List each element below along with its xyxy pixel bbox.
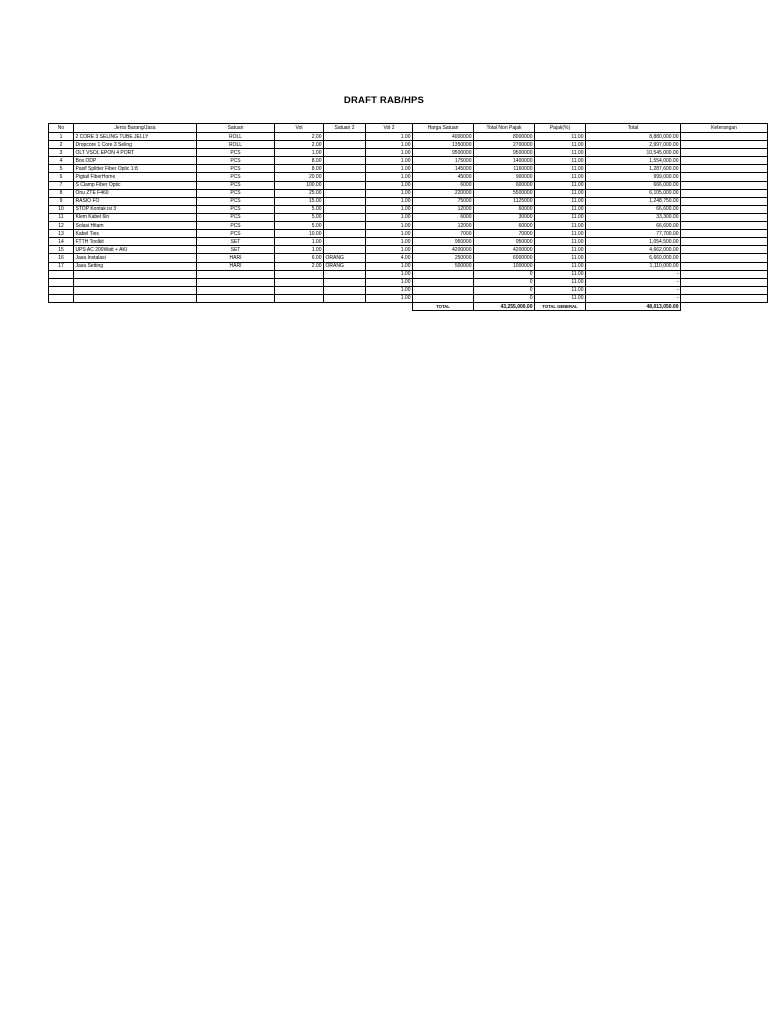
row-satuan-2: ORANG [324, 262, 366, 270]
row-vol [275, 270, 324, 278]
row-harga-satuan: 6000 [413, 181, 474, 189]
row-vol: 20.00 [275, 173, 324, 181]
row-item: Onu ZTE F460 [74, 189, 197, 197]
row-total: 1,248,750.00 [586, 197, 681, 205]
row-vol: 1.00 [275, 149, 324, 157]
row-vol-2: 1.00 [366, 141, 413, 149]
row-satuan-2 [324, 205, 366, 213]
row-vol-2: 1.00 [366, 222, 413, 230]
row-total-non-pajak: 1125000 [474, 197, 535, 205]
row-total: 6,660,000.00 [586, 254, 681, 262]
row-total: - [586, 270, 681, 278]
row-total: 66,600.00 [586, 222, 681, 230]
row-total-non-pajak: 1160000 [474, 165, 535, 173]
row-total: 1,287,600.00 [586, 165, 681, 173]
row-total-non-pajak: 0 [474, 278, 535, 286]
row-vol: 10.00 [275, 230, 324, 238]
row-satuan: PCS [197, 149, 275, 157]
row-keterangan [681, 254, 768, 262]
row-pajak: 11.00 [535, 149, 586, 157]
header-total-non-pajak: Total Non Pajak [474, 124, 535, 133]
row-satuan-2 [324, 157, 366, 165]
row-no [49, 270, 74, 278]
row-total-non-pajak: 2700000 [474, 141, 535, 149]
row-pajak: 11.00 [535, 262, 586, 270]
row-no: 9 [49, 197, 74, 205]
table-row [49, 133, 768, 141]
row-vol-2: 1.00 [366, 181, 413, 189]
table-row [49, 262, 768, 270]
row-harga-satuan: 145000 [413, 165, 474, 173]
row-keterangan [681, 270, 768, 278]
row-keterangan [681, 181, 768, 189]
row-total: 2,997,000.00 [586, 141, 681, 149]
footer-empty-4 [275, 302, 324, 310]
row-satuan-2: ORANG [324, 254, 366, 262]
row-keterangan [681, 189, 768, 197]
row-no: 10 [49, 205, 74, 213]
row-keterangan [681, 173, 768, 181]
row-pajak: 11.00 [535, 286, 586, 294]
row-total-non-pajak: 600000 [474, 181, 535, 189]
header-harga-satuan: Harga Satuan [413, 124, 474, 133]
row-vol-2: 1.00 [366, 246, 413, 254]
row-total-non-pajak: 950000 [474, 238, 535, 246]
row-pajak: 11.00 [535, 246, 586, 254]
row-pajak: 11.00 [535, 230, 586, 238]
row-no: 5 [49, 165, 74, 173]
row-vol [275, 294, 324, 302]
row-vol: 2.00 [275, 133, 324, 141]
row-vol: 100.00 [275, 181, 324, 189]
row-vol-2: 4.00 [366, 254, 413, 262]
row-vol-2: 1.00 [366, 189, 413, 197]
row-satuan-2 [324, 149, 366, 157]
table-row [49, 254, 768, 262]
row-item: Jasa Setting [74, 262, 197, 270]
table-footer-row [49, 302, 768, 310]
row-satuan: PCS [197, 157, 275, 165]
row-satuan-2 [324, 213, 366, 221]
row-pajak: 11.00 [535, 254, 586, 262]
row-vol-2: 1.00 [366, 270, 413, 278]
row-pajak: 11.00 [535, 181, 586, 189]
row-keterangan [681, 133, 768, 141]
table-row [49, 222, 768, 230]
row-vol-2: 1.00 [366, 197, 413, 205]
row-pajak: 11.00 [535, 189, 586, 197]
table-row [49, 246, 768, 254]
row-harga-satuan: 45000 [413, 173, 474, 181]
row-vol: 8.00 [275, 165, 324, 173]
table-row [49, 141, 768, 149]
footer-empty-1 [49, 302, 74, 310]
table-row [49, 230, 768, 238]
row-pajak: 11.00 [535, 173, 586, 181]
row-keterangan [681, 213, 768, 221]
row-no [49, 294, 74, 302]
row-no: 17 [49, 262, 74, 270]
header-satuan: Satuan [197, 124, 275, 133]
row-total: 66,600.00 [586, 205, 681, 213]
row-item [74, 286, 197, 294]
row-harga-satuan: 6000 [413, 213, 474, 221]
row-keterangan [681, 246, 768, 254]
row-satuan: PCS [197, 197, 275, 205]
footer-empty-3 [197, 302, 275, 310]
row-total: 1,554,000.00 [586, 157, 681, 165]
row-pajak: 11.00 [535, 157, 586, 165]
row-item [74, 278, 197, 286]
row-satuan: PCS [197, 181, 275, 189]
header-satuan-2: Satuan 2 [324, 124, 366, 133]
row-no [49, 278, 74, 286]
row-no: 4 [49, 157, 74, 165]
table-header-row [49, 124, 768, 133]
row-item: Pasif Splitter Fiber Optic 1:8 [74, 165, 197, 173]
row-item: OLT VSOL EPON 4 PORT [74, 149, 197, 157]
row-pajak: 11.00 [535, 222, 586, 230]
row-satuan: SET [197, 238, 275, 246]
row-satuan-2 [324, 133, 366, 141]
table-row [49, 294, 768, 302]
rab-table [48, 123, 768, 311]
row-keterangan [681, 149, 768, 157]
row-harga-satuan: 7000 [413, 230, 474, 238]
row-vol-2: 1.00 [366, 205, 413, 213]
row-satuan [197, 286, 275, 294]
row-pajak: 11.00 [535, 270, 586, 278]
header-no: No [49, 124, 74, 133]
row-item: UPS AC 200Watt + AKI [74, 246, 197, 254]
row-vol: 25.00 [275, 189, 324, 197]
row-total-non-pajak: 70000 [474, 230, 535, 238]
row-vol: 5.00 [275, 213, 324, 221]
row-total: 10,545,000.00 [586, 149, 681, 157]
row-vol: 5.00 [275, 205, 324, 213]
footer-total-value: 43,255,000.00 [474, 302, 535, 310]
rab-table-body [49, 124, 768, 311]
row-satuan-2 [324, 222, 366, 230]
table-row [49, 278, 768, 286]
row-harga-satuan: 500000 [413, 262, 474, 270]
row-satuan: PCS [197, 165, 275, 173]
row-vol-2: 1.00 [366, 230, 413, 238]
row-total: 999,000.00 [586, 173, 681, 181]
row-harga-satuan: 220000 [413, 189, 474, 197]
row-total: 8,880,000.00 [586, 133, 681, 141]
row-keterangan [681, 141, 768, 149]
row-vol: 2.00 [275, 262, 324, 270]
row-harga-satuan: 12000 [413, 205, 474, 213]
row-harga-satuan: 4000000 [413, 133, 474, 141]
row-total: 1,054,500.00 [586, 238, 681, 246]
row-satuan: PCS [197, 230, 275, 238]
row-keterangan [681, 294, 768, 302]
row-vol: 5.00 [275, 222, 324, 230]
table-row [49, 157, 768, 165]
header-vol-2: Vol 2 [366, 124, 413, 133]
header-pajak: Pajak(%) [535, 124, 586, 133]
row-vol-2: 1.00 [366, 286, 413, 294]
row-satuan-2 [324, 181, 366, 189]
row-total: 77,700.00 [586, 230, 681, 238]
row-vol-2: 1.00 [366, 213, 413, 221]
row-vol: 1.00 [275, 246, 324, 254]
row-keterangan [681, 230, 768, 238]
row-vol-2: 1.00 [366, 294, 413, 302]
row-total-non-pajak: 4200000 [474, 246, 535, 254]
row-total-non-pajak: 0 [474, 294, 535, 302]
row-satuan-2 [324, 230, 366, 238]
row-total-non-pajak: 60000 [474, 222, 535, 230]
row-total-non-pajak: 30000 [474, 213, 535, 221]
footer-empty-6 [366, 302, 413, 310]
footer-empty-2 [74, 302, 197, 310]
row-item: Solasi Hitam [74, 222, 197, 230]
row-no [49, 286, 74, 294]
row-total-non-pajak: 6000000 [474, 254, 535, 262]
table-row [49, 181, 768, 189]
row-total: 33,300.00 [586, 213, 681, 221]
row-satuan [197, 278, 275, 286]
row-total-non-pajak: 60000 [474, 205, 535, 213]
row-pajak: 11.00 [535, 197, 586, 205]
row-total: 4,662,000.00 [586, 246, 681, 254]
row-total: 6,105,000.00 [586, 189, 681, 197]
row-item: Dropcore 1 Core 3 Seling [74, 141, 197, 149]
row-satuan-2 [324, 294, 366, 302]
row-vol-2: 1.00 [366, 262, 413, 270]
row-item: Pigtail FiberHome [74, 173, 197, 181]
row-harga-satuan: 950000 [413, 238, 474, 246]
row-vol [275, 278, 324, 286]
row-harga-satuan [413, 286, 474, 294]
row-satuan: PCS [197, 213, 275, 221]
row-satuan [197, 270, 275, 278]
row-keterangan [681, 238, 768, 246]
row-item: RASIO FO [74, 197, 197, 205]
row-satuan-2 [324, 197, 366, 205]
table-row [49, 165, 768, 173]
row-harga-satuan: 175000 [413, 157, 474, 165]
row-total-non-pajak: 9500000 [474, 149, 535, 157]
row-total: 666,000.00 [586, 181, 681, 189]
row-harga-satuan [413, 270, 474, 278]
row-vol-2: 1.00 [366, 165, 413, 173]
row-harga-satuan: 12000 [413, 222, 474, 230]
row-total: - [586, 294, 681, 302]
row-item: Box ODP [74, 157, 197, 165]
row-pajak: 11.00 [535, 141, 586, 149]
row-satuan-2 [324, 270, 366, 278]
footer-total-label: TOTAL [413, 302, 474, 310]
row-vol: 6.00 [275, 254, 324, 262]
row-satuan-2 [324, 141, 366, 149]
table-row [49, 238, 768, 246]
row-total-non-pajak: 8000000 [474, 133, 535, 141]
row-total: - [586, 286, 681, 294]
row-total-non-pajak: 1000000 [474, 262, 535, 270]
row-harga-satuan [413, 294, 474, 302]
footer-total-general-value: 48,013,050.00 [586, 302, 681, 310]
row-satuan [197, 294, 275, 302]
row-no: 3 [49, 149, 74, 157]
row-satuan-2 [324, 246, 366, 254]
row-total: - [586, 278, 681, 286]
row-vol-2: 1.00 [366, 238, 413, 246]
row-total-non-pajak: 0 [474, 270, 535, 278]
row-satuan-2 [324, 278, 366, 286]
row-satuan: ROLL [197, 141, 275, 149]
row-keterangan [681, 286, 768, 294]
row-no: 6 [49, 173, 74, 181]
row-satuan: HARI [197, 262, 275, 270]
row-no: 16 [49, 254, 74, 262]
row-pajak: 11.00 [535, 238, 586, 246]
row-keterangan [681, 165, 768, 173]
footer-empty-5 [324, 302, 366, 310]
table-row [49, 205, 768, 213]
table-row [49, 189, 768, 197]
row-satuan-2 [324, 286, 366, 294]
row-total: 1,110,000.00 [586, 262, 681, 270]
table-row [49, 270, 768, 278]
footer-total-general-label: TOTAL GENERAL [535, 302, 586, 310]
table-row [49, 149, 768, 157]
row-item: Jasa Instalasi [74, 254, 197, 262]
row-satuan-2 [324, 189, 366, 197]
row-satuan: PCS [197, 222, 275, 230]
table-row [49, 286, 768, 294]
row-satuan: PCS [197, 189, 275, 197]
row-harga-satuan: 1350000 [413, 141, 474, 149]
row-keterangan [681, 222, 768, 230]
row-vol: 8.00 [275, 157, 324, 165]
table-row [49, 173, 768, 181]
row-total-non-pajak: 0 [474, 286, 535, 294]
row-total-non-pajak: 5500000 [474, 189, 535, 197]
header-vol: Vol [275, 124, 324, 133]
row-keterangan [681, 262, 768, 270]
row-vol: 15.00 [275, 197, 324, 205]
row-harga-satuan: 75000 [413, 197, 474, 205]
row-vol-2: 1.00 [366, 173, 413, 181]
row-pajak: 11.00 [535, 213, 586, 221]
row-harga-satuan: 250000 [413, 254, 474, 262]
row-pajak: 11.00 [535, 278, 586, 286]
row-vol-2: 1.00 [366, 133, 413, 141]
row-item [74, 294, 197, 302]
row-vol-2: 1.00 [366, 278, 413, 286]
row-vol: 2.00 [275, 141, 324, 149]
row-pajak: 11.00 [535, 165, 586, 173]
row-satuan: HARI [197, 254, 275, 262]
row-item: 2 CORE 3 SELING TUBE JELLY [74, 133, 197, 141]
row-satuan-2 [324, 165, 366, 173]
row-item: FTTH Toolkit [74, 238, 197, 246]
row-no: 14 [49, 238, 74, 246]
row-item: Kabel Ties [74, 230, 197, 238]
row-vol-2: 1.00 [366, 157, 413, 165]
row-no: 15 [49, 246, 74, 254]
row-vol: 1.00 [275, 238, 324, 246]
row-pajak: 11.00 [535, 133, 586, 141]
row-satuan-2 [324, 173, 366, 181]
row-pajak: 11.00 [535, 205, 586, 213]
row-satuan: SET [197, 246, 275, 254]
row-satuan: ROLL [197, 133, 275, 141]
row-item: Klem Kabel 6in [74, 213, 197, 221]
row-no: 8 [49, 189, 74, 197]
row-keterangan [681, 197, 768, 205]
row-harga-satuan: 4200000 [413, 246, 474, 254]
row-vol [275, 286, 324, 294]
row-pajak: 11.00 [535, 294, 586, 302]
row-total-non-pajak: 900000 [474, 173, 535, 181]
table-row [49, 213, 768, 221]
row-total-non-pajak: 1400000 [474, 157, 535, 165]
row-keterangan [681, 278, 768, 286]
row-keterangan [681, 205, 768, 213]
row-vol-2: 1.00 [366, 149, 413, 157]
row-no: 1 [49, 133, 74, 141]
row-satuan-2 [324, 238, 366, 246]
row-harga-satuan: 9500000 [413, 149, 474, 157]
row-no: 7 [49, 181, 74, 189]
header-jenis-barang-jasa: Jenis Barang/Jasa [74, 124, 197, 133]
row-no: 12 [49, 222, 74, 230]
row-no: 2 [49, 141, 74, 149]
row-satuan: PCS [197, 205, 275, 213]
footer-empty-7 [681, 302, 768, 310]
row-item: S Clamp Fiber Optic [74, 181, 197, 189]
row-satuan: PCS [197, 173, 275, 181]
row-harga-satuan [413, 278, 474, 286]
header-keterangan: Keterangan [681, 124, 768, 133]
row-item [74, 270, 197, 278]
row-no: 11 [49, 213, 74, 221]
page-title: DRAFT RAB/HPS [343, 95, 425, 106]
row-no: 13 [49, 230, 74, 238]
row-keterangan [681, 157, 768, 165]
row-item: STOP Kontak isi 3 [74, 205, 197, 213]
table-row [49, 197, 768, 205]
header-total: Total [586, 124, 681, 133]
